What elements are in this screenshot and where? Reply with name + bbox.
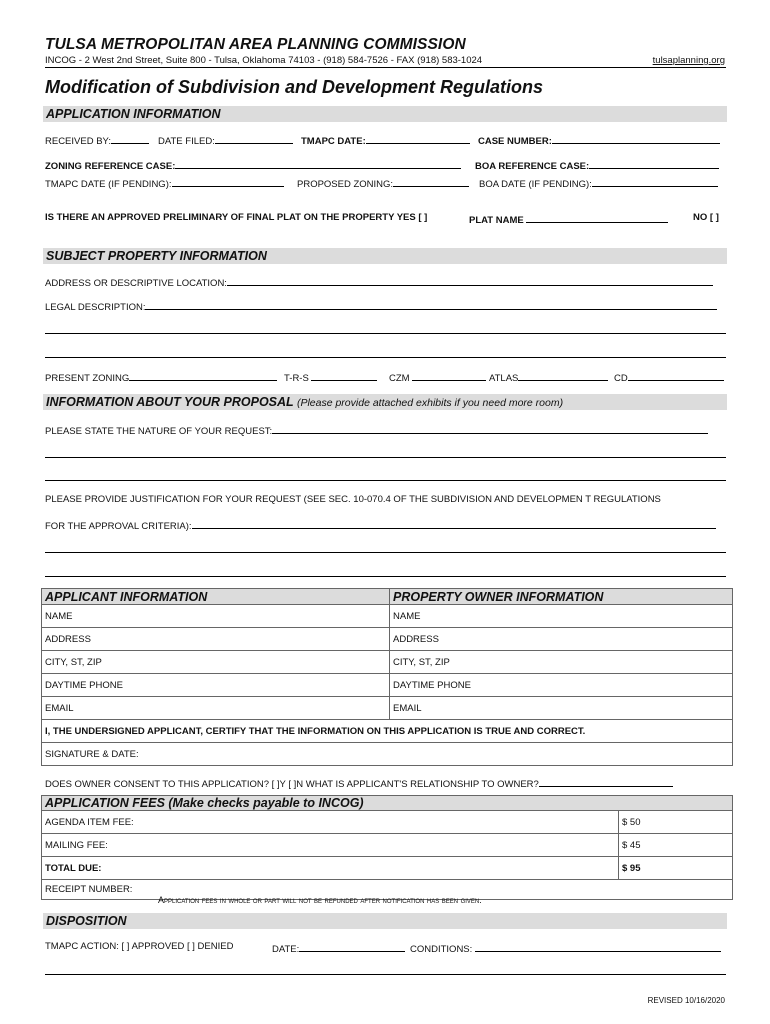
plat-name-field[interactable]: PLAT NAME — [469, 212, 668, 226]
applicant-address[interactable]: ADDRESS — [42, 628, 390, 651]
owner-name[interactable]: NAME — [390, 605, 733, 628]
boa-pending-field[interactable]: BOA DATE (IF PENDING): — [479, 176, 718, 190]
justification-label: PLEASE PROVIDE JUSTIFICATION FOR YOUR REQUEST (SEE SEC. 10-070.4 OF THE SUBDIVISION AND DEVELOPMEN T REGULATIONS — [45, 494, 661, 505]
nature-line-2[interactable] — [45, 457, 726, 458]
proposed-zoning-field[interactable]: PROPOSED ZONING: — [297, 176, 469, 190]
date-filed-field[interactable]: DATE FILED: — [158, 133, 293, 147]
owner-city[interactable]: CITY, ST, ZIP — [390, 651, 733, 674]
owner-email[interactable]: EMAIL — [390, 697, 733, 720]
applicant-owner-table — [41, 588, 733, 766]
revision-date: REVISED 10/16/2020 — [647, 996, 725, 1005]
section-application-info: APPLICATION INFORMATION — [43, 106, 727, 122]
address-location-field[interactable]: ADDRESS OR DESCRIPTIVE LOCATION: — [45, 275, 713, 289]
organization-address: INCOG - 2 West 2nd Street, Suite 800 - Tulsa, Oklahoma 74103 - (918) 584-7526 - FAX (918) 583-1024 — [45, 55, 483, 66]
boa-reference-field[interactable]: BOA REFERENCE CASE: — [475, 158, 719, 172]
section-disposition: DISPOSITION — [43, 913, 727, 929]
legal-description-line-3[interactable] — [45, 357, 726, 358]
website-link[interactable]: tulsaplanning.org — [652, 55, 725, 66]
section-subject-property: SUBJECT PROPERTY INFORMATION — [43, 248, 727, 264]
receipt-number-field[interactable]: RECEIPT NUMBER: — [42, 880, 733, 900]
agenda-fee-amount: $ 50 — [619, 811, 733, 834]
trs-field[interactable]: T-R-S — [284, 370, 377, 384]
signature-date-field[interactable]: SIGNATURE & DATE: — [42, 743, 733, 766]
applicant-info-heading: APPLICANT INFORMATION — [42, 589, 390, 605]
plat-question[interactable]: IS THERE AN APPROVED PRELIMINARY OF FINAL PLAT ON THE PROPERTY YES [ ] — [45, 212, 428, 223]
total-due-amount: $ 95 — [619, 857, 733, 880]
applicant-email[interactable]: EMAIL — [42, 697, 390, 720]
agenda-fee-label: AGENDA ITEM FEE: — [42, 811, 619, 834]
disposition-date-field[interactable]: DATE: — [272, 941, 405, 955]
refund-notice: Application fees in whole or part will not be refunded after notification has been given. — [158, 895, 482, 905]
applicant-phone[interactable]: DAYTIME PHONE — [42, 674, 390, 697]
fees-heading: APPLICATION FEES (Make checks payable to INCOG) — [42, 796, 733, 811]
mailing-fee-label: MAILING FEE: — [42, 834, 619, 857]
owner-info-heading: PROPERTY OWNER INFORMATION — [390, 589, 733, 605]
nature-of-request-field[interactable]: PLEASE STATE THE NATURE OF YOUR REQUEST: — [45, 423, 708, 437]
section-proposal: INFORMATION ABOUT YOUR PROPOSAL (Please provide attached exhibits if you need more room) — [43, 394, 727, 410]
legal-description-field[interactable]: LEGAL DESCRIPTION: — [45, 299, 717, 313]
owner-consent-question[interactable]: DOES OWNER CONSENT TO THIS APPLICATION? [ ]Y [ ]N WHAT IS APPLICANT'S RELATIONSHIP TO OWNER? — [45, 776, 673, 790]
header-divider — [45, 67, 726, 68]
justification-line-3[interactable] — [45, 576, 726, 577]
form-title: Modification of Subdivision and Development Regulations — [45, 77, 544, 97]
tmapc-date-field[interactable]: TMAPC DATE: — [301, 133, 470, 147]
plat-no-checkbox[interactable]: NO [ ] — [693, 212, 719, 223]
owner-address[interactable]: ADDRESS — [390, 628, 733, 651]
conditions-line-2[interactable] — [45, 974, 726, 975]
atlas-field[interactable]: ATLAS — [489, 370, 608, 384]
mailing-fee-amount: $ 45 — [619, 834, 733, 857]
conditions-field[interactable]: CONDITIONS: — [410, 941, 721, 955]
applicant-name[interactable]: NAME — [42, 605, 390, 628]
czm-field[interactable]: CZM — [389, 370, 486, 384]
nature-line-3[interactable] — [45, 480, 726, 481]
zoning-reference-field[interactable]: ZONING REFERENCE CASE: — [45, 158, 461, 172]
owner-phone[interactable]: DAYTIME PHONE — [390, 674, 733, 697]
case-number-field[interactable]: CASE NUMBER: — [478, 133, 720, 147]
justification-line-2[interactable] — [45, 552, 726, 553]
approval-criteria-field[interactable]: FOR THE APPROVAL CRITERIA): — [45, 518, 716, 532]
applicant-city[interactable]: CITY, ST, ZIP — [42, 651, 390, 674]
tmapc-action-checkboxes[interactable]: TMAPC ACTION: [ ] APPROVED [ ] DENIED — [45, 941, 234, 952]
received-by-field[interactable]: RECEIVED BY: — [45, 133, 149, 147]
cd-field[interactable]: CD — [614, 370, 724, 384]
legal-description-line-2[interactable] — [45, 333, 726, 334]
tmapc-pending-field[interactable]: TMAPC DATE (IF PENDING): — [45, 176, 284, 190]
total-due-label: TOTAL DUE: — [42, 857, 619, 880]
certification-statement: I, THE UNDERSIGNED APPLICANT, CERTIFY THAT THE INFORMATION ON THIS APPLICATION IS TRUE AND CORRECT. — [42, 720, 733, 743]
organization-name: TULSA METROPOLITAN AREA PLANNING COMMISSION — [45, 36, 466, 53]
fees-table — [41, 795, 733, 900]
present-zoning-field[interactable]: PRESENT ZONING — [45, 370, 277, 384]
